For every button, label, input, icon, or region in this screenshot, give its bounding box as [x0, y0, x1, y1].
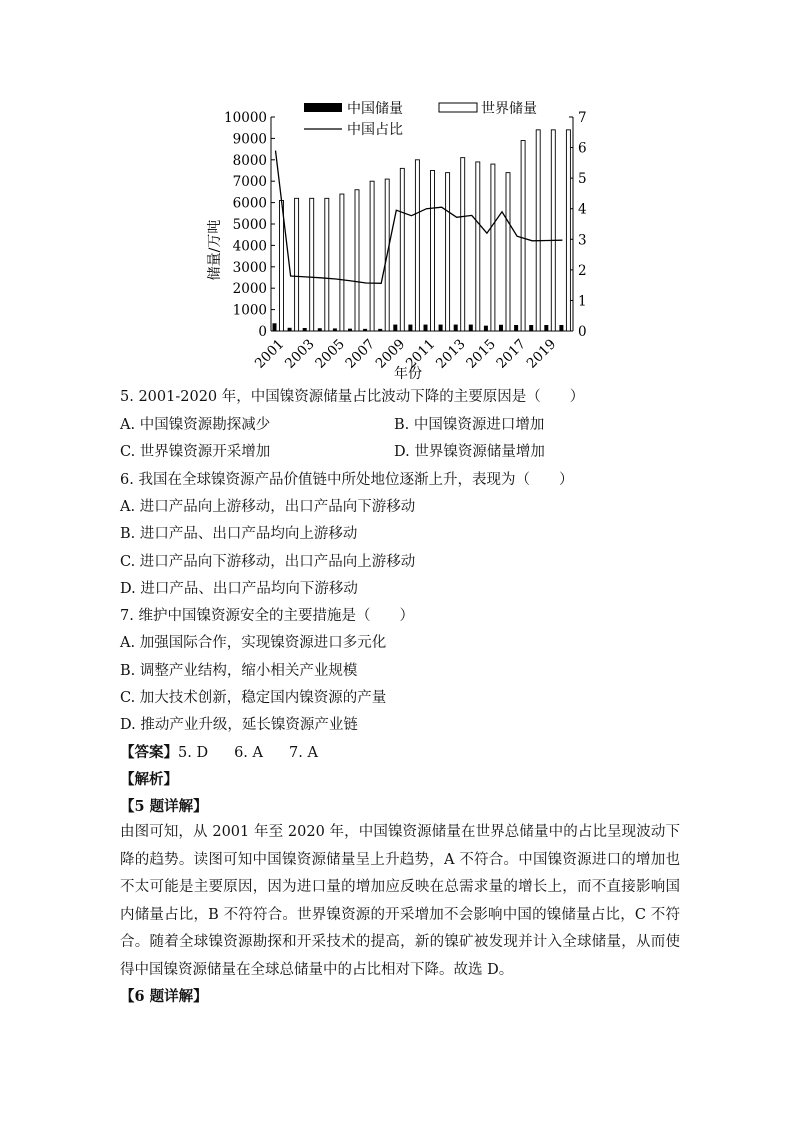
x-axis-tick-label: 2011 — [402, 336, 439, 372]
bar-china-reserves — [273, 323, 277, 331]
bar-china-reserves — [544, 325, 548, 331]
detail-6-label: 【6 题详解】 — [120, 988, 208, 1005]
x-axis-tick-label: 2019 — [523, 336, 560, 372]
bar-world-reserves — [431, 171, 435, 332]
answer-5: 5. D — [178, 745, 209, 761]
legend-swatch-china-reserves — [304, 103, 342, 112]
question-5-option-d: D. 世界镍资源储量增加 — [394, 444, 545, 460]
bar-china-reserves — [499, 325, 503, 331]
legend-label-china-share: 中国占比 — [347, 122, 403, 138]
answer-line — [120, 744, 344, 762]
question-6-option-d: D. 进口产品、出口产品均向下游移动 — [120, 581, 358, 597]
answer-label: 【答案】 — [120, 744, 178, 761]
left-axis-tick-label: 4000 — [232, 238, 267, 255]
right-axis-tick-label: 2 — [578, 262, 587, 279]
question-7-option-c: C. 加大技术创新，稳定国内镍资源的产量 — [120, 690, 387, 706]
answer-6: 6. A — [234, 745, 263, 761]
detail-5-label: 【5 题详解】 — [120, 798, 208, 815]
bar-china-reserves — [529, 325, 533, 331]
left-axis-tick-label: 3000 — [232, 259, 267, 276]
x-axis-tick-label: 2005 — [312, 336, 348, 372]
question-7-option-a: A. 加强国际合作，实现镍资源进口多元化 — [120, 635, 387, 651]
bar-world-reserves — [340, 194, 344, 331]
bar-world-reserves — [491, 164, 495, 331]
bar-world-reserves — [536, 130, 540, 331]
bar-world-reserves — [566, 130, 570, 331]
right-axis-tick-label: 0 — [578, 324, 587, 340]
question-5-option-a: A. 中国镍资源勘探减少 — [120, 417, 271, 433]
plot-area — [224, 110, 587, 372]
question-7-option-b: B. 调整产业结构，缩小相关产业规模 — [120, 663, 358, 679]
x-axis-tick-label: 2009 — [372, 336, 409, 372]
question-7-stem: 7. 维护中国镍资源安全的主要措施是（ ） — [120, 608, 414, 624]
bar-world-reserves — [370, 181, 374, 331]
bar-china-reserves — [318, 328, 322, 331]
left-axis-tick-label: 0 — [258, 324, 267, 340]
left-axis-tick-label: 1000 — [232, 302, 267, 319]
nickel-reserves-chart — [195, 95, 615, 385]
legend-swatch-world-reserves — [439, 103, 477, 112]
bar-china-reserves — [454, 325, 458, 331]
bar-china-reserves — [559, 325, 563, 331]
bar-china-reserves — [288, 328, 292, 331]
right-axis-tick-label: 5 — [578, 171, 587, 188]
question-6-stem: 6. 我国在全球镍资源产品价值链中所处地位逐渐上升，表现为（ ） — [120, 472, 574, 488]
bar-china-reserves — [303, 328, 307, 331]
bar-world-reserves — [446, 173, 450, 331]
bar-world-reserves — [295, 198, 299, 331]
answer-7: 7. A — [289, 745, 318, 761]
right-axis-tick-label: 1 — [578, 293, 587, 310]
bar-world-reserves — [355, 190, 359, 331]
question-5-option-b: B. 中国镍资源进口增加 — [394, 417, 545, 433]
x-axis-tick-label: 2007 — [342, 336, 379, 372]
chart-legend — [304, 100, 537, 138]
right-axis-tick-label: 4 — [578, 201, 587, 218]
bar-world-reserves — [506, 173, 510, 331]
question-6-option-c: C. 进口产品向下游移动，出口产品向上游移动 — [120, 554, 416, 570]
x-axis-label: 年份 — [394, 366, 422, 382]
x-axis-tick-label: 2001 — [251, 336, 288, 372]
bar-china-reserves — [469, 325, 473, 331]
left-axis-tick-label: 9000 — [232, 131, 267, 148]
bar-china-reserves — [378, 329, 382, 331]
question-6-option-a: A. 进口产品向上游移动，出口产品向下游移动 — [120, 499, 416, 515]
x-axis-tick-label: 2017 — [493, 336, 530, 372]
question-5-stem: 5. 2001-2020 年，中国镍资源储量占比波动下降的主要原因是（ ） — [120, 389, 585, 405]
bar-world-reserves — [280, 200, 284, 331]
y-axis-label: 储量/万吨 — [207, 219, 223, 281]
left-axis-tick-label: 8000 — [232, 152, 267, 169]
bar-china-reserves — [484, 326, 488, 331]
bar-world-reserves — [521, 141, 525, 331]
bar-china-reserves — [333, 328, 337, 331]
bar-world-reserves — [476, 162, 480, 331]
right-axis-tick-label: 3 — [578, 232, 587, 249]
right-axis-tick-label: 6 — [578, 140, 587, 157]
left-axis-tick-label: 6000 — [232, 195, 267, 212]
right-axis-tick-label: 7 — [578, 110, 587, 126]
legend-label-china-reserves: 中国储量 — [347, 101, 403, 117]
bar-world-reserves — [310, 198, 314, 331]
left-axis-tick-label: 7000 — [232, 174, 267, 191]
bar-china-reserves — [363, 329, 367, 331]
bar-world-reserves — [400, 168, 404, 331]
left-axis-tick-label: 10000 — [224, 110, 267, 126]
bar-china-reserves — [408, 325, 412, 331]
bar-china-reserves — [439, 325, 443, 331]
x-axis-tick-label: 2013 — [433, 336, 469, 372]
bar-world-reserves — [325, 198, 329, 331]
legend-label-world-reserves: 世界储量 — [481, 101, 537, 117]
bar-world-reserves — [461, 158, 465, 331]
left-axis-tick-label: 2000 — [232, 281, 267, 298]
x-axis-tick-label: 2015 — [463, 336, 499, 372]
bar-china-reserves — [348, 329, 352, 331]
bar-world-reserves — [415, 160, 419, 331]
question-5-option-c: C. 世界镍资源开采增加 — [120, 444, 271, 460]
bar-china-reserves — [424, 325, 428, 331]
left-axis-tick-label: 5000 — [232, 217, 267, 233]
x-axis-tick-label: 2003 — [282, 336, 318, 372]
analysis-label: 【解析】 — [120, 771, 178, 788]
bar-world-reserves — [551, 130, 555, 331]
bar-china-reserves — [514, 325, 518, 331]
detail-5-explanation: 由图可知，从 2001 年至 2020 年，中国镍资源储量在世界总储量中的占比呈现波动下降的趋势。读图可知中国镍资源储量呈上升趋势，A 不符合。中国镍资源进口的增加也不太可能是主要原因，因为进口量的增加应反映在总需求量的增长上，而不直接影响国内储量占比，B 不符符合。世界镍资源的开采增加不会影响中国的镍储量占比，C 不符合。随着全球镍资源勘探和开采技术的提高，新的镍矿被发现并计入全球储量，从而使得中国镍资源储量在全球总储量中的占比相对下降。故选 D。 — [120, 824, 680, 978]
question-7-option-d: D. 推动产业升级，延长镍资源产业链 — [120, 717, 358, 733]
question-6-option-b: B. 进口产品、出口产品均向上游移动 — [120, 526, 358, 542]
bar-china-reserves — [393, 325, 397, 331]
